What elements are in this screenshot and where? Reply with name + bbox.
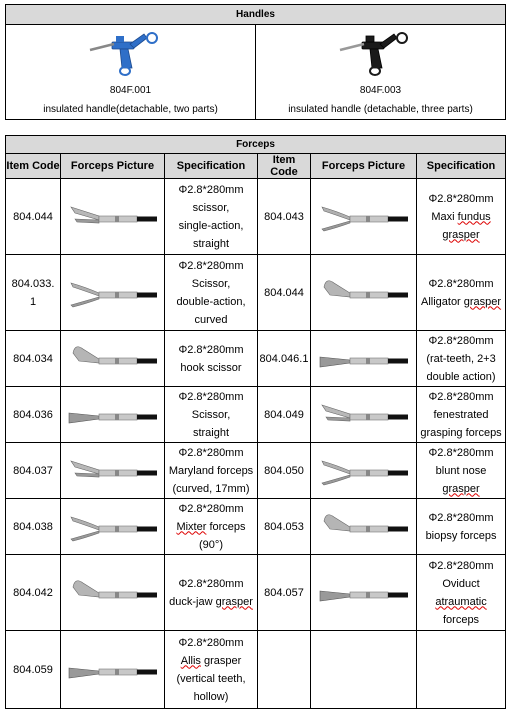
handles-title: Handles [6,5,506,25]
handle-image-cell [6,25,256,82]
specification-cell [417,631,506,709]
spec-line: Φ2.8*280mm [178,183,244,196]
handles-table [5,4,506,120]
forceps-left-4-image [65,451,161,491]
spec-line: grasper [442,482,480,495]
forceps-right-1-image [316,273,412,313]
spec-line: Allis grasper [180,654,242,667]
forceps-left-6-image [65,573,161,613]
spec-line: scissor, [192,201,230,214]
spec-line: forceps [442,613,480,626]
specification-cell [417,443,506,499]
forceps-picture-cell [311,387,417,443]
specification-cell [417,179,506,255]
specification-cell [165,387,258,443]
forceps-right-6-image [316,573,412,613]
forceps-picture-cell [61,499,165,555]
forceps-left-0-image [65,197,161,237]
table-row [6,387,506,443]
forceps-left-5-image [65,507,161,547]
table-row [6,443,506,499]
spec-line: curved [194,313,228,326]
spec-line: Scissor, [191,408,231,421]
forceps-left-1-image [65,273,161,313]
item-code-cell: 804.046.1 [258,331,311,387]
handle-code: 804F.003 [359,85,402,96]
spec-line: Oviduct [442,577,480,590]
forceps-right-3-image [316,395,412,435]
forceps-picture-cell [311,331,417,387]
item-code-cell: 804.050 [258,443,311,499]
spec-line: Alligator grasper [420,295,502,308]
spec-line: Φ2.8*280mm [178,577,244,590]
forceps-left-3-image [65,395,161,435]
item-code-cell [258,631,311,709]
spec-line: duck-jaw grasper [169,595,253,608]
item-code-cell: 804.043 [258,179,311,255]
specification-cell [165,443,258,499]
forceps-picture-cell [311,555,417,631]
specification-cell [165,179,258,255]
forceps-table [5,135,506,709]
forceps-right-2-image [316,339,412,379]
spec-line: double action) [426,370,496,383]
handle-caption [256,81,506,120]
spec-line: straight [192,426,230,439]
table-row [6,499,506,555]
forceps-picture-cell [61,179,165,255]
handle-caption [6,81,256,120]
column-header: Forceps Picture [311,154,417,179]
handle-three-parts-image [336,28,426,78]
column-header: Specification [165,154,258,179]
spec-line: biopsy forceps [425,529,497,542]
spec-line: (curved, 17mm) [172,482,250,495]
forceps-picture-cell [311,499,417,555]
spec-line: straight [192,237,230,250]
column-header: Item Code [258,154,311,179]
handle-code: 804F.001 [109,85,152,96]
item-code-cell: 804.033. 1 [6,255,61,331]
specification-cell [417,499,506,555]
item-code-cell: 804.042 [6,555,61,631]
handle-image-cell [256,25,506,82]
specification-cell [165,331,258,387]
spec-line: hollow) [193,690,229,703]
spec-line: Φ2.8*280mm [178,636,244,649]
spec-line: double-action, [176,295,246,308]
item-code-cell: 804.034 [6,331,61,387]
forceps-title: Forceps [6,136,506,154]
spec-line: Φ2.8*280mm [428,390,494,403]
item-code-cell: 804.053 [258,499,311,555]
forceps-picture-cell [61,331,165,387]
handle-desc: insulated handle (detachable, three parts) [288,104,473,115]
forceps-picture-cell [61,631,165,709]
specification-cell [417,255,506,331]
specification-cell [165,555,258,631]
spec-line: Φ2.8*280mm [178,502,244,515]
table-row [6,555,506,631]
spec-line: Φ2.8*280mm [178,343,244,356]
forceps-picture-cell [61,443,165,499]
forceps-picture-cell [311,631,417,709]
spec-line: Maryland forceps [168,464,254,477]
forceps-picture-cell [311,443,417,499]
table-row [6,179,506,255]
spec-line: Φ2.8*280mm [178,259,244,272]
item-code-cell: 804.037 [6,443,61,499]
item-code-cell: 804.044 [258,255,311,331]
specification-cell [165,255,258,331]
forceps-left-2-image [65,339,161,379]
spec-line: fenestrated [433,408,489,421]
forceps-picture-cell [311,255,417,331]
spec-line: (90°) [199,538,223,551]
specification-cell [417,331,506,387]
item-code-cell: 804.044 [6,179,61,255]
spec-line: Φ2.8*280mm [428,511,494,524]
spec-line: grasper [442,228,480,241]
specification-cell [417,555,506,631]
spec-line: grasping forceps [420,426,502,439]
item-code-cell: 804.038 [6,499,61,555]
table-row [6,255,506,331]
handle-two-parts-image [86,28,176,78]
item-code-cell: 804.049 [258,387,311,443]
spec-line: Maxi fundus [431,210,491,223]
spec-line: blunt nose [435,464,487,477]
spec-line: hook scissor [180,361,242,374]
item-code-cell: 804.059 [6,631,61,709]
column-header: Specification [417,154,506,179]
spec-line: Φ2.8*280mm [178,390,244,403]
column-header: Item Code [6,154,61,179]
table-row [6,331,506,387]
spec-line: Φ2.8*280mm [428,192,494,205]
handle-desc: insulated handle(detachable, two parts) [43,104,218,115]
spec-line: single-action, [178,219,244,232]
forceps-picture-cell [61,555,165,631]
specification-cell [165,631,258,709]
item-code-cell: 804.036 [6,387,61,443]
forceps-picture-cell [311,179,417,255]
forceps-right-5-image [316,507,412,547]
spec-line: Φ2.8*280mm [428,334,494,347]
specification-cell [165,499,258,555]
spec-line: (vertical teeth, [176,672,246,685]
spec-line: Φ2.8*280mm [428,446,494,459]
forceps-right-4-image [316,451,412,491]
spec-line: atraumatic [435,595,487,608]
table-row [6,631,506,709]
column-header: Forceps Picture [61,154,165,179]
spec-line: Φ2.8*280mm [428,277,494,290]
spec-line: Scissor, [191,277,231,290]
forceps-picture-cell [61,255,165,331]
spec-line: Mixter forceps [176,520,246,533]
forceps-right-0-image [316,197,412,237]
item-code-cell: 804.057 [258,555,311,631]
spec-line: (rat-teeth, 2+3 [426,352,496,365]
spec-line: Φ2.8*280mm [428,559,494,572]
forceps-left-7-image [65,650,161,690]
specification-cell [417,387,506,443]
spec-line: Φ2.8*280mm [178,446,244,459]
forceps-picture-cell [61,387,165,443]
